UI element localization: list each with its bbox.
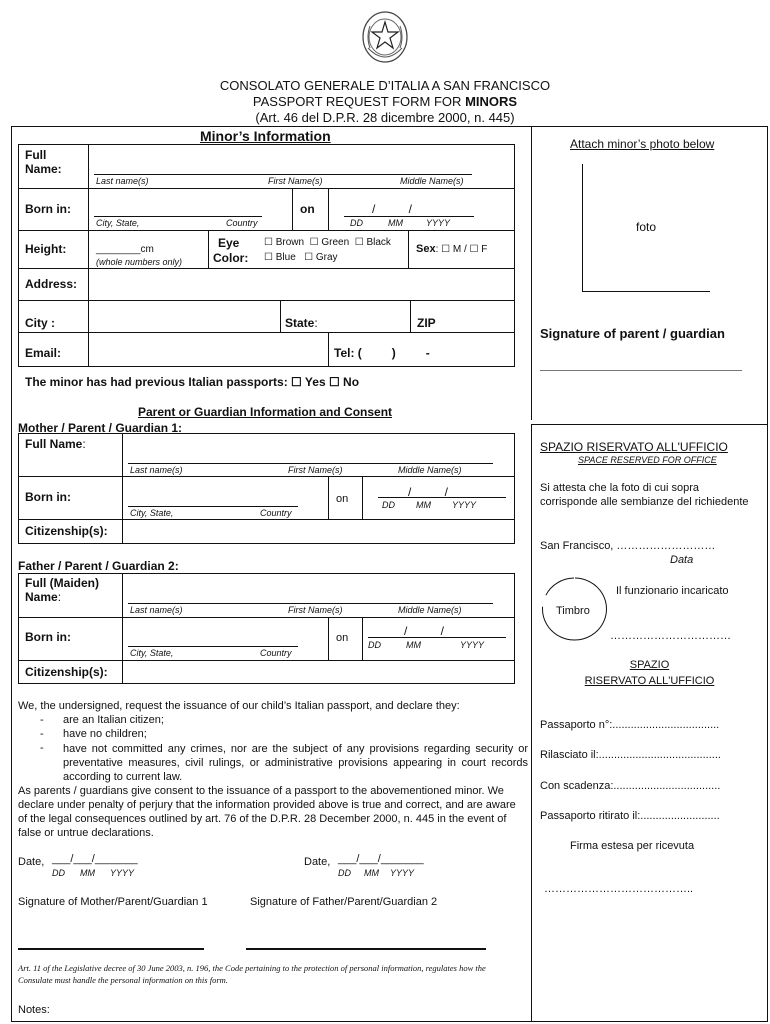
date2-mm-hint: MM bbox=[364, 868, 379, 878]
minor-zip-label: ZIP bbox=[417, 316, 436, 330]
date1-dd-hint: DD bbox=[52, 868, 65, 878]
parent1-city-hint: City, State, bbox=[130, 508, 174, 518]
parent2-full-name-field[interactable] bbox=[128, 578, 493, 603]
parent2-country-hint: Country bbox=[260, 648, 292, 658]
parents-section-title: Parent or Guardian Information and Consent bbox=[138, 405, 393, 419]
parent1-citizenship-label: Citizenship(s): bbox=[25, 524, 108, 538]
minor-birthdate-slashes: / / bbox=[372, 202, 413, 216]
declaration-consent: As parents / guardians give consent to the issuance of a passport to the abovementioned minor. We declare under penalty of perjury that the information provided above is true and correct, and are aware of the legal consequences outlined by art. 76 of the D.P.R. 28 December 2000, n. 445 in the event of false or untrue declarations. bbox=[18, 785, 516, 839]
office-title: SPAZIO RISERVATO ALL'UFFICIO bbox=[540, 440, 728, 454]
parent2-middle-name-hint: Middle Name(s) bbox=[398, 605, 462, 615]
sex-field[interactable] bbox=[416, 243, 487, 255]
minor-height-note: (whole numbers only) bbox=[96, 257, 183, 267]
italian-emblem-icon bbox=[360, 8, 410, 66]
color-label: Color: bbox=[213, 251, 249, 265]
consulate-title: CONSOLATO GENERALE D’ITALIA A SAN FRANCISCO bbox=[219, 78, 551, 93]
minor-last-name-hint: Last name(s) bbox=[96, 176, 149, 186]
parent2-birthplace-field[interactable] bbox=[128, 622, 298, 646]
signature2-line[interactable] bbox=[246, 948, 486, 950]
receipt-signature-label: Firma estesa per ricevuta bbox=[570, 840, 695, 852]
official-signature-dots[interactable]: …………………………… bbox=[610, 630, 731, 642]
parent1-yyyy-hint: YYYY bbox=[452, 500, 477, 510]
passport-collected-field[interactable]: Passaporto ritirato il:.......................... bbox=[540, 810, 720, 822]
parent2-yyyy-hint: YYYY bbox=[460, 640, 485, 650]
photo-placeholder-label: foto bbox=[636, 220, 657, 234]
minor-state-text: State bbox=[285, 316, 315, 330]
date1-field[interactable]: ___/___/_______ bbox=[52, 853, 138, 865]
parent1-full-name-field[interactable] bbox=[128, 438, 493, 463]
minor-birthplace-field[interactable] bbox=[94, 194, 262, 216]
right-column-divider bbox=[531, 126, 532, 420]
minor-full-name-field[interactable] bbox=[94, 148, 472, 174]
parent2-birthdate-field[interactable] bbox=[368, 620, 506, 637]
parent2-full-name-label-1: Full (Maiden) bbox=[25, 576, 99, 590]
minor-dd-hint: DD bbox=[350, 218, 363, 228]
sex-label: Sex bbox=[416, 243, 436, 255]
minor-city-hint: City, State, bbox=[96, 218, 140, 228]
parent2-full-name-text: Name bbox=[25, 590, 58, 604]
parent2-dd-hint: DD bbox=[368, 640, 381, 650]
minor-section-title: Minor’s Information bbox=[200, 128, 331, 144]
minor-middle-name-hint: Middle Name(s) bbox=[400, 176, 464, 186]
parent1-birthplace-field[interactable] bbox=[128, 482, 298, 506]
declaration-item-3-text: have not committed any crimes, nor are the subject of any provisions regarding security or preventative measures, civil rulings, or administrative provisions appearing in court records according to current law. bbox=[63, 743, 528, 783]
passport-number-field[interactable]: Passaporto n°:................................... bbox=[540, 719, 720, 731]
parent1-country-hint: Country bbox=[260, 508, 292, 518]
minor-city-label: City : bbox=[25, 316, 55, 330]
parent-signature-line[interactable] bbox=[540, 370, 742, 371]
issued-date-field[interactable]: Rilasciato il:........................................ bbox=[540, 749, 721, 761]
parent2-citizenship-label: Citizenship(s): bbox=[25, 665, 108, 679]
declaration-item-2-text: have no children; bbox=[63, 728, 147, 740]
parent1-first-name-hint: First Name(s) bbox=[288, 465, 343, 475]
parent2-birthdate-slashes: / / bbox=[404, 624, 445, 638]
eye-color-options-row2[interactable]: ☐ Blue ☐ Gray bbox=[264, 252, 338, 263]
parent2-born-in-label: Born in: bbox=[25, 630, 71, 644]
minor-address-label: Address: bbox=[25, 277, 78, 291]
date1-mm-hint: MM bbox=[80, 868, 95, 878]
eye-label: Eye bbox=[218, 236, 240, 250]
parent1-citizenship-field[interactable] bbox=[126, 521, 512, 542]
minor-first-name-hint: First Name(s) bbox=[268, 176, 323, 186]
minor-state-label: State: bbox=[285, 316, 318, 330]
parent1-on-label: on bbox=[336, 493, 349, 505]
parent2-citizenship-field[interactable] bbox=[126, 662, 512, 683]
attach-photo-label: Attach minor’s photo below bbox=[570, 137, 715, 151]
parent2-full-name-label-2: Name: bbox=[25, 590, 62, 604]
parent2-last-name-hint: Last name(s) bbox=[130, 605, 183, 615]
privacy-note: Art. 11 of the Legislative decree of 30 June 2003, n. 196, the Code pertaining to the protection of personal information, regulates how the Consulate must handle the personal information on this form. bbox=[18, 963, 486, 985]
minor-email-field[interactable] bbox=[92, 334, 326, 364]
declaration-item-1-text: are an Italian citizen; bbox=[63, 714, 164, 726]
minor-country-hint: Country bbox=[226, 218, 258, 228]
minor-email-label: Email: bbox=[25, 346, 62, 360]
legal-reference: (Art. 46 del D.P.R. 28 dicembre 2000, n. 445) bbox=[255, 110, 515, 125]
official-label: Il funzionario incaricato bbox=[616, 585, 729, 597]
office-spazio-2: RISERVATO ALL'UFFICIO bbox=[584, 675, 715, 687]
minor-tel-label: Tel: ( ) - bbox=[334, 346, 430, 360]
sex-options: : ☐ M / ☐ F bbox=[435, 244, 488, 255]
declaration-intro: We, the undersigned, request the issuance of our child’s Italian passport, and declare they: bbox=[18, 700, 460, 712]
signature2-label: Signature of Father/Parent/Guardian 2 bbox=[250, 896, 438, 908]
receipt-signature-dots[interactable]: ………………………………….. bbox=[544, 883, 694, 895]
parent2-mm-hint: MM bbox=[406, 640, 421, 650]
stamp-label: Timbro bbox=[556, 605, 590, 617]
parent1-full-name-label: Full Name: bbox=[25, 437, 86, 451]
signature1-label: Signature of Mother/Parent/Guardian 1 bbox=[18, 896, 208, 908]
minor-tel-field[interactable] bbox=[360, 334, 512, 364]
signature1-line[interactable] bbox=[18, 948, 204, 950]
expiry-date-field[interactable]: Con scadenza:................................... bbox=[540, 780, 721, 792]
parent1-dd-hint: DD bbox=[382, 500, 395, 510]
date2-label: Date, bbox=[304, 856, 331, 868]
office-data-label: Data bbox=[670, 554, 694, 566]
parent1-birthdate-field[interactable] bbox=[378, 480, 506, 497]
minor-address-field[interactable] bbox=[92, 270, 512, 298]
parent1-title: Mother / Parent / Guardian 1: bbox=[18, 421, 183, 435]
parent1-mm-hint: MM bbox=[416, 500, 431, 510]
parent1-born-in-label: Born in: bbox=[25, 490, 71, 504]
date2-field[interactable]: ___/___/_______ bbox=[338, 853, 424, 865]
minor-born-in-label: Born in: bbox=[25, 202, 71, 216]
office-city-date[interactable]: San Francisco, ……………………… bbox=[540, 540, 716, 552]
date2-dd-hint: DD bbox=[338, 868, 351, 878]
minor-height-field[interactable]: ________cm bbox=[96, 244, 154, 255]
office-subtitle: SPACE RESERVED FOR OFFICE bbox=[578, 455, 717, 465]
parent1-last-name-hint: Last name(s) bbox=[130, 465, 183, 475]
minor-zip-field[interactable] bbox=[444, 302, 512, 330]
date1-yyyy-hint: YYYY bbox=[110, 868, 135, 878]
minor-city-field[interactable] bbox=[92, 302, 278, 330]
minor-yyyy-hint: YYYY bbox=[426, 218, 451, 228]
notes-label: Notes: bbox=[18, 1004, 50, 1016]
eye-color-options-row1[interactable]: ☐ Brown ☐ Green ☐ Black bbox=[264, 237, 391, 248]
parent1-birthdate-slashes: / / bbox=[408, 485, 449, 499]
parent1-middle-name-hint: Middle Name(s) bbox=[398, 465, 462, 475]
parent1-full-name-text: Full Name bbox=[25, 437, 83, 451]
minor-mm-hint: MM bbox=[388, 218, 403, 228]
minor-height-label: Height: bbox=[25, 242, 67, 256]
parent2-city-hint: City, State, bbox=[130, 648, 174, 658]
office-spazio-1: SPAZIO bbox=[629, 659, 670, 671]
form-title bbox=[0, 94, 770, 109]
form-title-minors: MINORS bbox=[465, 94, 518, 109]
previous-passports-question[interactable]: The minor has had previous Italian passports: ☐ Yes ☐ No bbox=[25, 375, 360, 389]
parent-signature-label: Signature of parent / guardian bbox=[540, 326, 725, 341]
minor-birthdate-field[interactable] bbox=[344, 194, 474, 216]
form-title-prefix: PASSPORT REQUEST FORM FOR bbox=[252, 94, 466, 109]
date2-yyyy-hint: YYYY bbox=[390, 868, 415, 878]
office-attestation: Si attesta che la foto di cui sopra corrisponde alle sembianze del richiedente bbox=[540, 482, 749, 508]
parent2-first-name-hint: First Name(s) bbox=[288, 605, 343, 615]
minor-on-label: on bbox=[300, 202, 315, 216]
minor-full-name-label: Full Name: bbox=[25, 148, 62, 176]
date1-label: Date, bbox=[18, 856, 45, 868]
parent2-title: Father / Parent / Guardian 2: bbox=[18, 559, 179, 573]
parent2-on-label: on bbox=[336, 632, 349, 644]
minor-state-field[interactable] bbox=[322, 302, 406, 330]
